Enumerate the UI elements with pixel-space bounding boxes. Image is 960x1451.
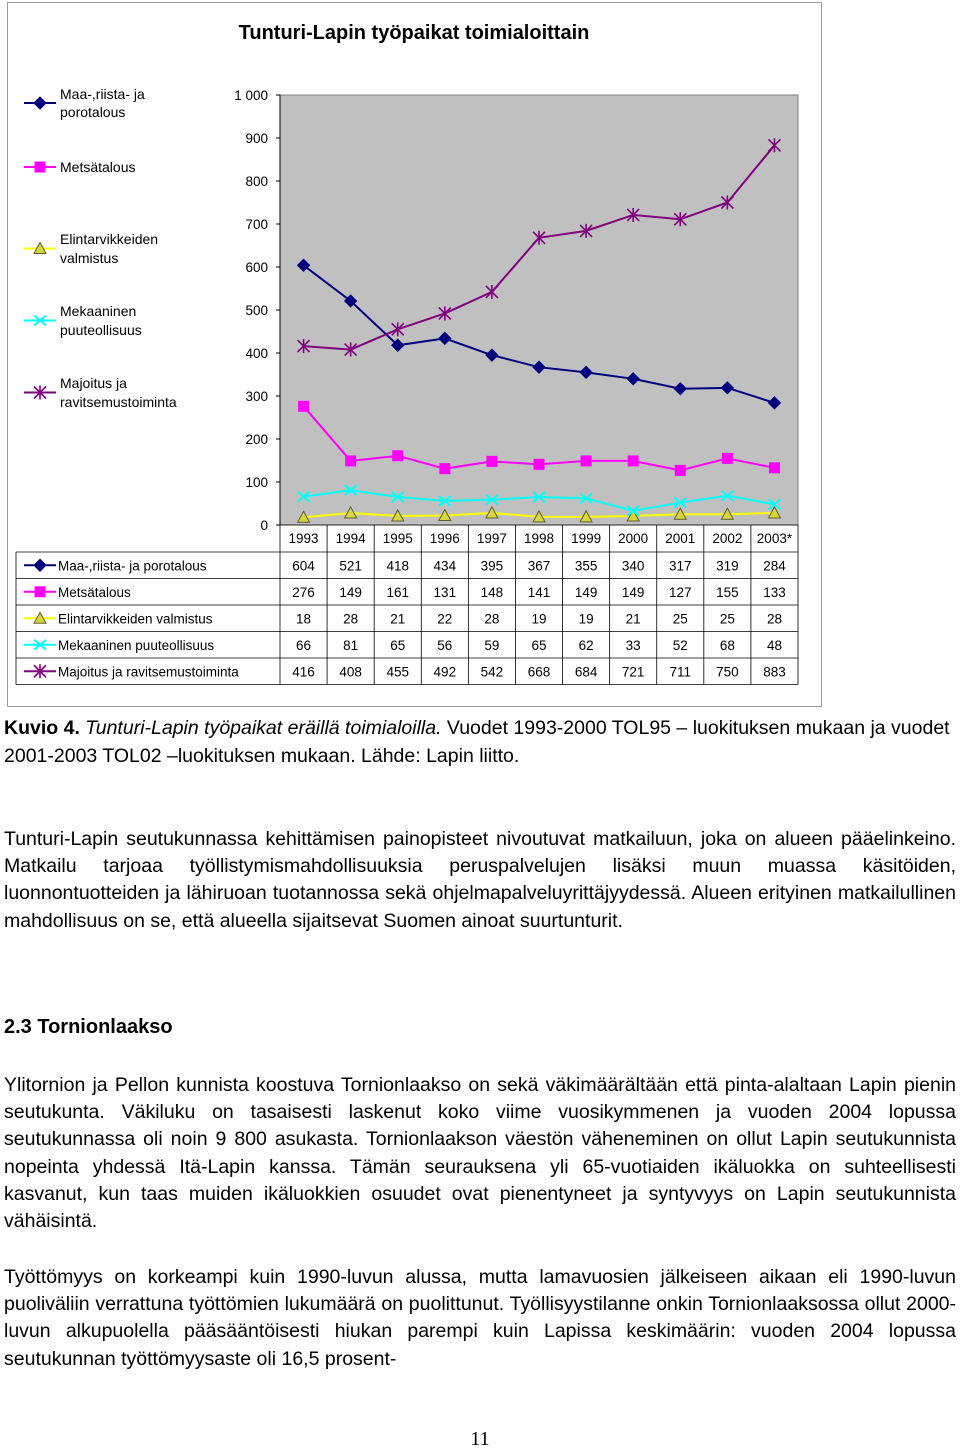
y-tick-label: 0 bbox=[260, 518, 268, 533]
table-row bbox=[24, 585, 786, 600]
table-cell-value: 367 bbox=[527, 558, 551, 574]
legend-entry bbox=[24, 375, 177, 410]
table-legend-marker bbox=[34, 559, 46, 571]
legend-label: Metsätalous bbox=[60, 159, 136, 175]
table-category-label: 2003* bbox=[756, 531, 793, 546]
paragraph-tornionlaakso: Ylitornion ja Pellon kunnista koostuva Tornionlaakso on sekä väkimäärältään että pinta-alaltaan Lapin pienin seutukunta. Väkiluku on tasaisesti laskenut koko viime vuosikymmenen ja vuoden 2004 lopussa seutukunnassa oli noin 9 800 asukasta. Tornionlaakson väestön väheneminen on ollut Lapin seutukunnista nopeinta yhdessä Itä-Lapin kanssa. Tämän seurauksena yli 65-vuotiaiden ikäluokka on suhteellisesti kasvanut, kun taas muiden ikäluokkien osuudet ovat pienentyneet ja syntyvyys on Lapin seutukunnista vähäisintä. bbox=[4, 1074, 956, 1233]
legend-label: Maa-,riista- ja porotalous bbox=[60, 86, 145, 120]
data-point-marker bbox=[299, 401, 309, 411]
y-axis bbox=[234, 88, 280, 533]
table-cell-value: 22 bbox=[437, 611, 453, 627]
table-cell-value: 395 bbox=[480, 558, 504, 574]
table-cell-value: 48 bbox=[766, 637, 782, 653]
table-cell-value: 56 bbox=[437, 637, 453, 653]
table-cell-value: 155 bbox=[716, 584, 739, 600]
table-cell-value: 33 bbox=[625, 637, 641, 653]
table-cell-value: 149 bbox=[339, 584, 362, 600]
table-cell-value: 604 bbox=[292, 558, 315, 574]
table-row bbox=[24, 638, 782, 653]
table-cell-value: 65 bbox=[390, 637, 406, 653]
data-point-marker bbox=[722, 453, 732, 463]
table-cell-value: 149 bbox=[574, 584, 598, 600]
y-tick-label: 100 bbox=[245, 475, 268, 490]
table-category-label: 1998 bbox=[523, 531, 555, 546]
table-category-label: 2001 bbox=[665, 531, 696, 546]
table-cell-value: 340 bbox=[621, 558, 645, 574]
data-point-marker bbox=[393, 451, 403, 461]
table-cell-value: 25 bbox=[672, 611, 688, 627]
caption-text: Vuodet 1993-2000 TOL95 – luokituksen mukaan ja vuodet 2001-2003 TOL02 –luokituksen mukaan. Lähde: Lapin liitto. bbox=[4, 717, 950, 767]
table-cell-value: 418 bbox=[386, 558, 409, 574]
table-cell-value: 711 bbox=[669, 664, 692, 680]
table-cell-value: 21 bbox=[390, 611, 406, 627]
caption-label: Kuvio 4 bbox=[4, 717, 75, 739]
table-cell-value: 68 bbox=[719, 637, 735, 653]
data-point-marker bbox=[534, 459, 544, 469]
table-cell-value: 317 bbox=[669, 558, 692, 574]
caption-title: Tunturi-Lapin työpaikat eräillä toimialoilla. bbox=[85, 717, 442, 739]
y-tick-label: 700 bbox=[245, 217, 268, 232]
table-cell-value: 59 bbox=[484, 637, 500, 653]
table-cell-value: 19 bbox=[531, 611, 547, 627]
data-point-marker bbox=[675, 465, 685, 475]
line-chart bbox=[8, 3, 821, 706]
y-tick-label: 300 bbox=[245, 389, 268, 404]
table-cell-value: 62 bbox=[578, 637, 594, 653]
table-cell-value: 284 bbox=[763, 558, 786, 574]
table-cell-value: 455 bbox=[386, 664, 409, 680]
table-cell-value: 18 bbox=[296, 611, 312, 627]
table-cell-value: 133 bbox=[763, 584, 786, 600]
table-cell-value: 492 bbox=[433, 664, 457, 680]
table-cell-value: 65 bbox=[531, 637, 547, 653]
y-tick-label: 800 bbox=[245, 174, 268, 189]
table-row-label: Mekaaninen puuteollisuus bbox=[58, 637, 215, 653]
table-cell-value: 750 bbox=[716, 664, 739, 680]
y-tick-label: 600 bbox=[245, 260, 268, 275]
legend-label: Elintarvikkeiden valmistus bbox=[60, 231, 159, 266]
table-cell-value: 141 bbox=[527, 584, 551, 600]
table-category-label: 1994 bbox=[335, 531, 366, 546]
table-row bbox=[24, 558, 786, 573]
table-cell-value: 19 bbox=[578, 611, 594, 627]
table-category-label: 2002 bbox=[712, 531, 743, 546]
legend-marker bbox=[34, 97, 46, 109]
chart-container bbox=[7, 2, 822, 707]
figure-caption: Kuvio 4. Tunturi-Lapin työpaikat eräillä toimialoilla. Vuodet 1993-2000 TOL95 – luokituksen mukaan ja vuodet 2001-2003 TOL02 –luokituksen mukaan. Lähde: Lapin liitto. bbox=[4, 717, 950, 767]
table-cell-value: 28 bbox=[484, 611, 500, 627]
table-cell-value: 434 bbox=[433, 558, 457, 574]
table-cell-value: 416 bbox=[292, 664, 315, 680]
legend-label: Mekaaninen puuteollisuus bbox=[60, 303, 142, 338]
table-row-label: Majoitus ja ravitsemustoiminta bbox=[58, 664, 239, 680]
table-cell-value: 319 bbox=[716, 558, 739, 574]
table-cell-value: 127 bbox=[669, 584, 692, 600]
table-cell-value: 883 bbox=[763, 664, 786, 680]
table-cell-value: 21 bbox=[625, 611, 641, 627]
table-row-label: Metsätalous bbox=[58, 584, 131, 600]
table-category-label: 1995 bbox=[382, 531, 413, 546]
table-cell-value: 355 bbox=[574, 558, 598, 574]
table-cell-value: 542 bbox=[480, 664, 504, 680]
data-point-marker bbox=[581, 456, 591, 466]
legend-entry bbox=[24, 86, 145, 120]
data-point-marker bbox=[628, 456, 638, 466]
legend-label: Majoitus ja ravitsemustoiminta bbox=[60, 375, 177, 410]
data-point-marker bbox=[440, 464, 450, 474]
table-cell-value: 81 bbox=[343, 637, 359, 653]
chart-legend bbox=[24, 86, 177, 410]
table-category-label: 1999 bbox=[571, 531, 602, 546]
table-legend-marker bbox=[35, 587, 45, 597]
table-cell-value: 25 bbox=[719, 611, 735, 627]
legend-entry bbox=[24, 159, 135, 175]
y-tick-label: 900 bbox=[245, 131, 268, 146]
y-tick-label: 500 bbox=[245, 303, 268, 318]
paragraph-tyottomyys: Työttömyys on korkeampi kuin 1990-luvun alussa, mutta lamavuosien jälkeiseen aikaan eli 1990-luvun puoliväliin verrattuna työttömien lukumäärä on puolittunut. Työllisyystilanne onkin Tornionlaaksossa ollut 2000-luvun alkupuolella pääsääntöisesti hiukan parempi kuin Lapissa keskimäärin: vuoden 2004 lopussa seutukunnan työttömyysaste oli 16,5 prosent- bbox=[4, 1266, 956, 1370]
table-cell-value: 28 bbox=[766, 611, 782, 627]
section-heading: 2.3 Tornionlaakso bbox=[4, 1016, 173, 1038]
table-cell-value: 161 bbox=[386, 584, 409, 600]
table-cell-value: 408 bbox=[339, 664, 362, 680]
table-cell-value: 276 bbox=[292, 584, 315, 600]
paragraph-matkailu: Tunturi-Lapin seutukunnassa kehittämisen painopisteet nivoutuvat matkailuun, joka on alueen pääelinkeino. Matkailu tarjoaa työllistymismahdollisuuksia peruspalvelujen lisäksi muun muassa käsitöiden, luonnontuotteiden ja lähiruoan tuotannossa sekä ohjelmapalveluyrittäjyydessä. Alueen erityinen matkailullinen mahdollisuus on se, että alueella sijaitsevat Suomen ainoat suurtunturit. bbox=[4, 828, 956, 932]
table-row-label: Elintarvikkeiden valmistus bbox=[58, 611, 213, 627]
table-category-label: 1996 bbox=[429, 531, 460, 546]
table-cell-value: 131 bbox=[433, 584, 457, 600]
table-cell-value: 28 bbox=[343, 611, 359, 627]
page-number: 11 bbox=[470, 1428, 490, 1450]
table-cell-value: 149 bbox=[621, 584, 645, 600]
y-tick-label: 200 bbox=[245, 432, 268, 447]
table-row bbox=[24, 664, 786, 679]
table-cell-value: 668 bbox=[527, 664, 551, 680]
table-row bbox=[24, 611, 782, 626]
data-point-marker bbox=[346, 456, 356, 466]
legend-entry bbox=[24, 303, 142, 338]
chart-data-table bbox=[16, 525, 798, 685]
legend-marker bbox=[35, 162, 45, 172]
table-category-label: 1997 bbox=[476, 531, 507, 546]
y-tick-label: 400 bbox=[245, 346, 268, 361]
table-cell-value: 721 bbox=[621, 664, 645, 680]
y-tick-label: 1 000 bbox=[234, 88, 268, 103]
table-category-label: 2000 bbox=[618, 531, 649, 546]
table-cell-value: 148 bbox=[480, 584, 504, 600]
table-category-label: 1993 bbox=[288, 531, 319, 546]
table-cell-value: 52 bbox=[672, 637, 688, 653]
legend-entry bbox=[24, 231, 158, 266]
chart-title: Tunturi-Lapin työpaikat toimialoittain bbox=[238, 22, 590, 44]
table-cell-value: 521 bbox=[339, 558, 362, 574]
data-point-marker bbox=[487, 456, 497, 466]
table-cell-value: 684 bbox=[574, 664, 598, 680]
table-cell-value: 66 bbox=[296, 637, 312, 653]
data-point-marker bbox=[769, 463, 779, 473]
table-row-label: Maa-,riista- ja porotalous bbox=[58, 558, 207, 574]
